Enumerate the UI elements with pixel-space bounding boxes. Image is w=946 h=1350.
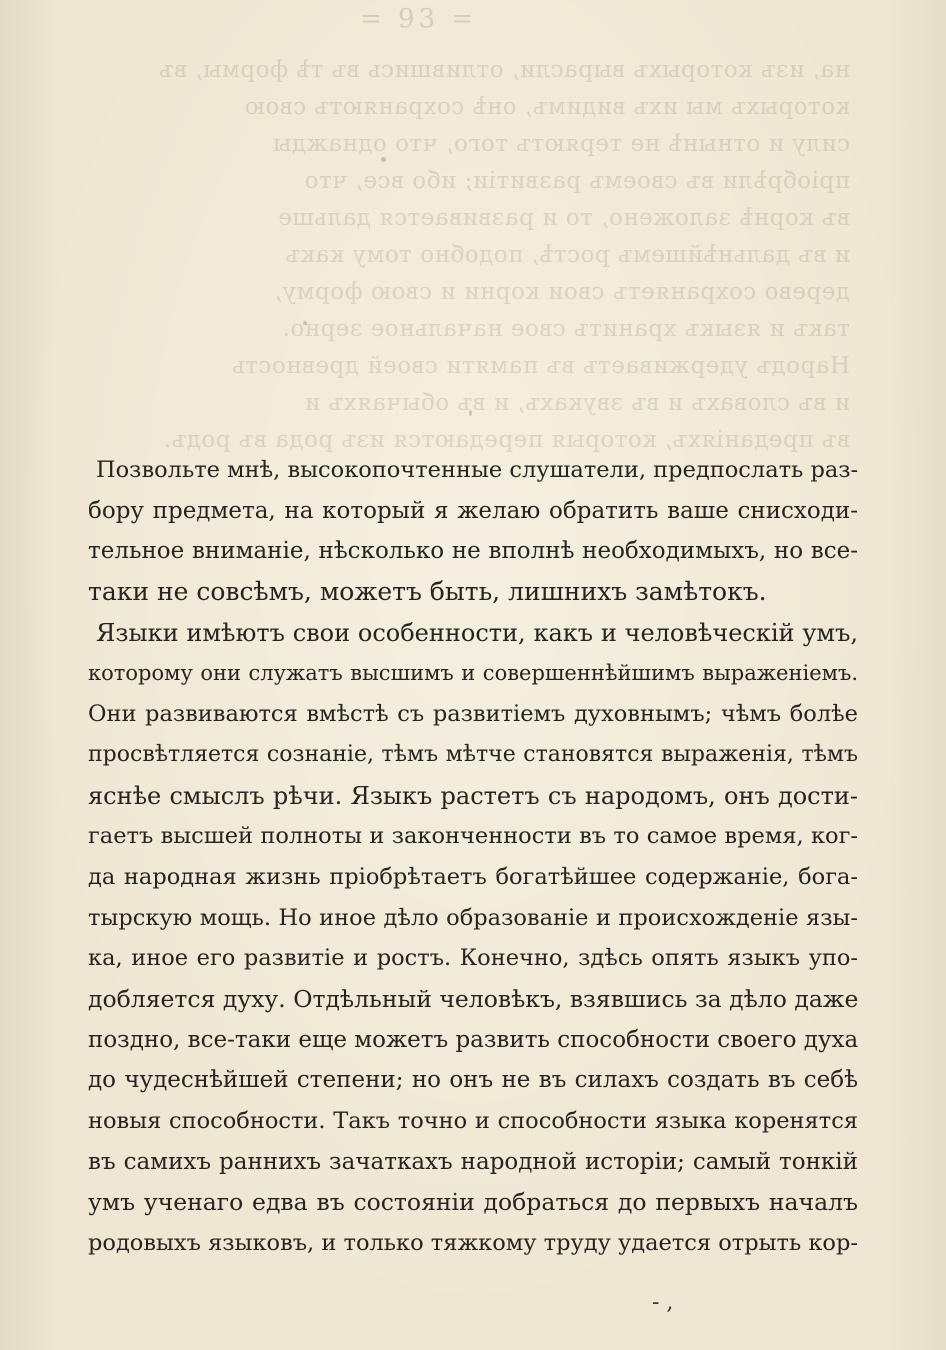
text-line: до чудеснѣйшей степени; но онъ не въ силахъ создать въ себѣ bbox=[88, 1067, 858, 1094]
bleed-through-page-number: = 93 = bbox=[360, 4, 478, 34]
text-line: таки не совсѣмъ, можетъ быть, лишнихъ замѣтокъ. bbox=[88, 577, 767, 607]
text-line: гаетъ высшей полноты и законченности въ то самое время, ког- bbox=[88, 823, 858, 850]
text-line: въ самихъ раннихъ зачаткахъ народной исторіи; самый тонкій bbox=[88, 1148, 858, 1175]
text-line: тельное вниманіе, нѣсколько не вполнѣ необходимыхъ, но все- bbox=[88, 538, 858, 565]
text-line: ка, иное его развитіе и ростъ. Конечно, здѣсь опять языкъ упо- bbox=[88, 945, 858, 972]
paper-spot bbox=[303, 321, 307, 325]
text-line: да народная жизнь пріобрѣтаетъ богатѣйшее содержаніе, бога- bbox=[88, 863, 858, 890]
text-line: родовыхъ языковъ, и только тяжкому труду удается отрыть кор- bbox=[88, 1230, 858, 1257]
text-line: поздно, все-таки еще можетъ развить способности своего духа bbox=[88, 1026, 858, 1053]
bleed-through-text: на, изъ которыхъ вырасли, отлившись въ тѣ формы, въ которыхъ мы ихъ видимъ, онѣ сохраняютъ свою силу и отнынѣ не теряютъ того, что однажды пріобрѣли въ своемъ развитіи; ибо все, что въ корнѣ заложено, то и развивается дальше и въ дальнѣйшемъ ростѣ, подобно тому какъ дерево сохраняетъ свои корни и свою форму, такъ и языкъ хранитъ свое начальное зерно. Народъ удерживаетъ въ памяти своей древность и въ словахъ и въ звукахъ, и въ обычаяхъ и въ преданіяхъ, которыя передаются изъ рода въ родъ. bbox=[158, 57, 850, 453]
text-line: Позвольте мнѣ, высокопочтенные слушатели, предпослать раз- bbox=[96, 457, 858, 483]
text-line: новыя способности. Такъ точно и способности языка коренятся bbox=[88, 1108, 858, 1134]
text-line: умъ ученаго едва въ состояніи добраться до первыхъ началъ bbox=[88, 1188, 858, 1217]
text-line: просвѣтляется сознаніе, тѣмъ мѣтче становятся выраженія, тѣмъ bbox=[88, 741, 858, 767]
text-line: бору предмета, на который я желаю обратить ваше снисходи- bbox=[88, 497, 858, 524]
text-line: которому они служатъ высшимъ и совершеннѣйшимъ выраженіемъ. bbox=[88, 661, 858, 686]
paper-spot bbox=[469, 410, 472, 416]
text-line: яснѣе смыслъ рѣчи. Языкъ растетъ съ народомъ, онъ дости- bbox=[88, 781, 858, 810]
text-line: тырскую мощь. Но иное дѣло образованіе и происхожденіе язы- bbox=[88, 904, 858, 931]
footer-mark: - , bbox=[652, 1290, 674, 1315]
text-line: Языки имѣютъ свои особенности, какъ и человѣческій умъ, bbox=[96, 618, 858, 647]
paper-spot bbox=[381, 157, 386, 162]
text-line: добляется духу. Отдѣльный человѣкъ, взявшись за дѣло даже bbox=[88, 984, 858, 1013]
text-line: Они развиваются вмѣстѣ съ развитіемъ духовнымъ; чѣмъ болѣе bbox=[88, 701, 858, 728]
main-text bbox=[88, 450, 858, 1264]
